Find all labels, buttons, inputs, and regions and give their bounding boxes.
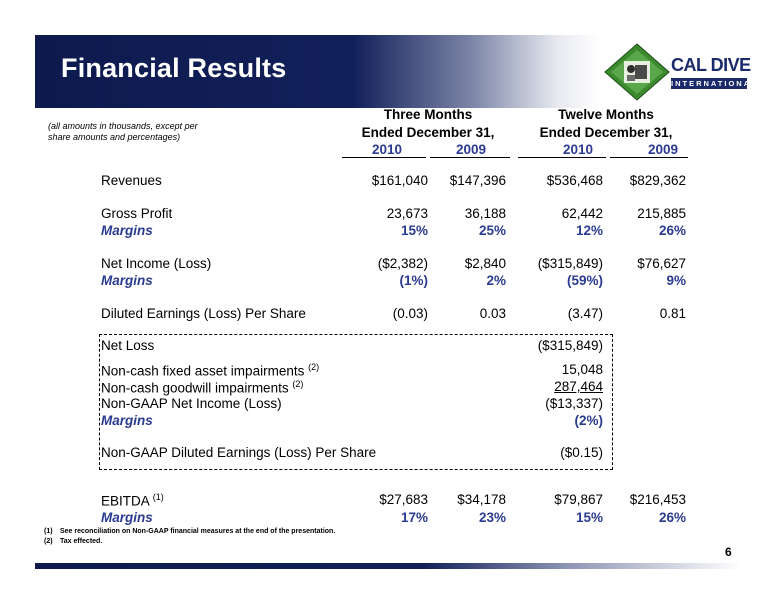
label-text: Non-cash fixed asset impairments (101, 363, 305, 379)
table-row-net-margins (0, 273, 776, 291)
box-row-net-loss (0, 338, 776, 356)
cell: 215,885 (637, 206, 686, 221)
row-label: Revenues (101, 173, 162, 188)
cell: (1%) (399, 273, 428, 288)
box-row-non-gaap-eps (0, 445, 776, 463)
cell: 15% (575, 510, 603, 525)
cell: $216,453 (629, 492, 686, 507)
row-label (101, 379, 303, 396)
header-rule (518, 157, 606, 158)
cell: 9% (666, 273, 686, 288)
company-logo (604, 43, 758, 101)
table-row-net-income (0, 256, 776, 274)
logo-subtext: INTERNATIONAL (671, 79, 758, 88)
table-row-ebitda-margins (0, 510, 776, 528)
cell: (59%) (566, 273, 603, 288)
footnote-text: Tax effected. (60, 538, 103, 545)
cell: $536,468 (546, 173, 603, 188)
cell: 36,188 (464, 206, 506, 221)
box-row-margins (0, 413, 776, 431)
cell: 23,673 (386, 206, 428, 221)
header-rule (342, 157, 426, 158)
cell: $2,840 (464, 256, 506, 271)
table-row-revenues (0, 173, 776, 191)
column-group-line2: Ended December 31, (361, 125, 495, 140)
footnote-number: (2) (44, 538, 53, 545)
row-label: Margins (101, 273, 153, 288)
cell: ($13,337) (545, 396, 603, 411)
row-label: Diluted Earnings (Loss) Per Share (101, 306, 306, 321)
column-group-line1: Twelve Months (558, 107, 654, 122)
cell: ($2,382) (377, 256, 428, 271)
year-header: 2010 (371, 142, 402, 157)
footnote-text: See reconciliation on Non-GAAP financial measures at the end of the presentation. (60, 528, 336, 535)
cell: $79,867 (554, 492, 603, 507)
cell: ($315,849) (537, 338, 603, 353)
cell: (0.03) (392, 306, 428, 321)
row-label: Margins (101, 413, 153, 428)
table-row-ebitda (0, 492, 776, 510)
row-label: Non-GAAP Net Income (Loss) (101, 396, 282, 411)
footer-bar (35, 563, 741, 569)
table-row-diluted-eps (0, 306, 776, 324)
cell: (2%) (574, 413, 603, 428)
cell: ($315,849) (537, 256, 603, 271)
box-row-fixed-asset-impairments (0, 362, 776, 380)
page-number: 6 (725, 545, 732, 559)
year-header: 2009 (455, 142, 486, 157)
cell: 15% (400, 223, 428, 238)
row-label: Gross Profit (101, 206, 173, 221)
cell: 0.03 (479, 306, 506, 321)
box-row-non-gaap-net-income (0, 396, 776, 414)
footnote-number: (1) (44, 528, 53, 535)
cell: $161,040 (371, 173, 428, 188)
cell: 62,442 (561, 206, 603, 221)
label-text: Non-cash goodwill impairments (101, 380, 289, 396)
cell: 15,048 (561, 362, 603, 377)
cell: $829,362 (629, 173, 686, 188)
header-rule (430, 157, 510, 158)
cell: $27,683 (379, 492, 428, 507)
table-row-gross-profit (0, 206, 776, 224)
cell: $147,396 (449, 173, 506, 188)
cell: (3.47) (567, 306, 603, 321)
footnote-ref: (2) (308, 362, 320, 372)
cell: 287,464 (554, 379, 603, 394)
column-group-line1: Three Months (383, 107, 473, 122)
column-group-twelve-months (526, 106, 686, 142)
box-row-goodwill-impairments (0, 379, 776, 397)
logo-text: CAL DIVE (671, 55, 751, 75)
row-label (101, 492, 164, 509)
label-text: EBITDA (101, 493, 150, 509)
footnote-ref: (2) (292, 379, 304, 389)
cell: 23% (478, 510, 506, 525)
header-rule (610, 157, 688, 158)
cell: 26% (658, 510, 686, 525)
row-label (101, 362, 319, 379)
year-header: 2010 (562, 142, 593, 157)
cell: 0.81 (659, 306, 686, 321)
logo-diamond-icon (604, 43, 670, 101)
cell: 26% (658, 223, 686, 238)
column-group-line2: Ended December 31, (539, 125, 673, 140)
row-label: Margins (101, 223, 153, 238)
column-group-three-months (348, 106, 508, 142)
row-label: Net Income (Loss) (101, 256, 212, 271)
cell: 2% (486, 273, 506, 288)
units-note: (all amounts in thousands, except per share amounts and percentages) (48, 121, 198, 142)
cell: $34,178 (457, 492, 506, 507)
year-header: 2009 (647, 142, 678, 157)
cell: 17% (400, 510, 428, 525)
row-label: Net Loss (101, 338, 155, 353)
footnote-ref: (1) (152, 492, 164, 502)
cell: $76,627 (637, 256, 686, 271)
cell: 25% (478, 223, 506, 238)
page-title: Financial Results (61, 53, 287, 83)
row-label: Margins (101, 510, 153, 525)
row-label: Non-GAAP Diluted Earnings (Loss) Per Share (101, 445, 377, 460)
cell: ($0.15) (560, 445, 603, 460)
table-row-gross-margins (0, 223, 776, 241)
cell: 12% (575, 223, 603, 238)
